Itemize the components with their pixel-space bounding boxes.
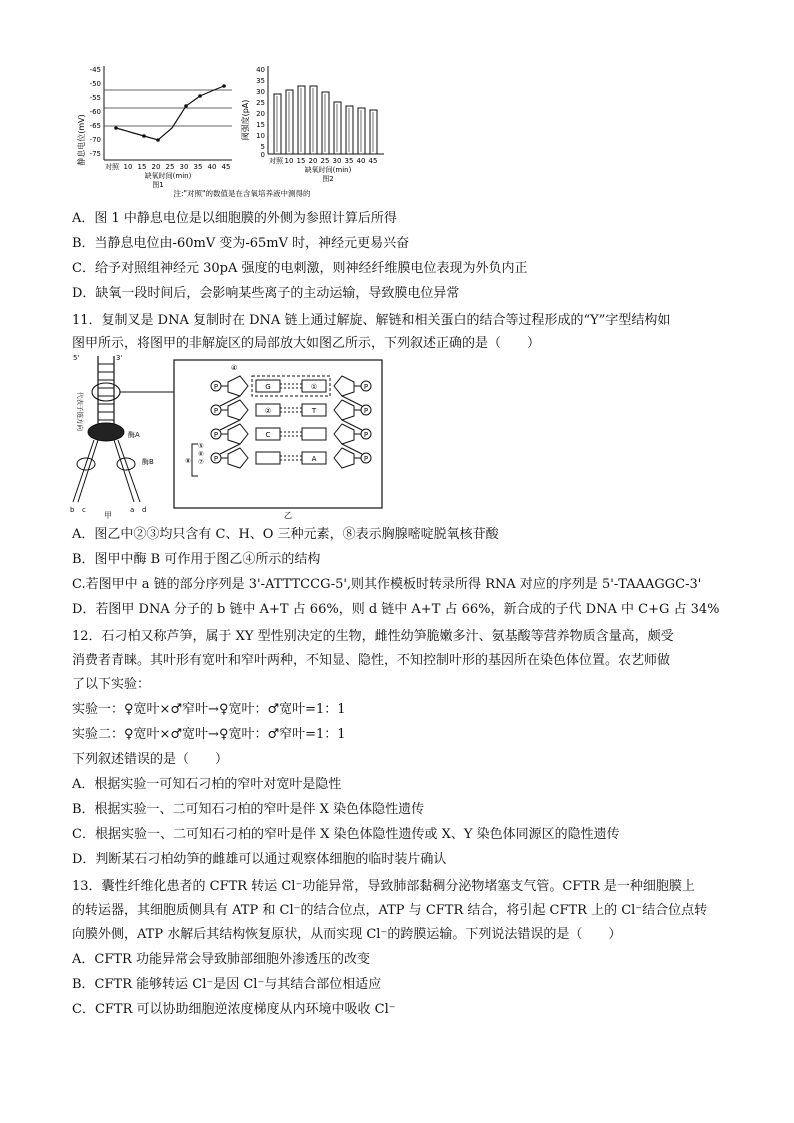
yi-base: G xyxy=(265,383,271,391)
q10-option-d: D．缺氧一段时间后，会影响某些离子的主动运输，导致膜电位异常 xyxy=(72,286,460,301)
yi-phosphate: P xyxy=(213,431,219,439)
fig1-ytick: -65 xyxy=(89,122,101,130)
fig2-bar xyxy=(298,86,305,154)
fig2-bar xyxy=(274,94,281,154)
q11-option-a: A．图乙中②③均只含有 C、H、O 三种元素，⑧表示胸腺嘧啶脱氧核苷酸 xyxy=(72,527,499,542)
yi-base: ① xyxy=(310,383,318,391)
q12-stem-line2: 消费者青睐。其叶形有宽叶和窄叶两种，不知显、隐性，不知控制叶形的基因所在染色体位置。农艺师做 xyxy=(72,653,671,668)
fig1-ylabel: 静息电位(mV) xyxy=(77,114,86,166)
q11-option-b: B．图甲中酶 B 可作用于图乙④所示的结构 xyxy=(72,552,321,567)
jia-side-label: 代表子链方向 xyxy=(76,392,84,431)
q12-experiment-1: 实验一：♀宽叶×♂窄叶→♀宽叶：♂宽叶=1：1 xyxy=(72,702,346,717)
yi-phosphate: P xyxy=(363,407,369,415)
fig2-xtick: 20 xyxy=(308,157,318,165)
fig1-point xyxy=(156,138,160,142)
fig2-ytick: 25 xyxy=(256,99,265,107)
yi-base: C xyxy=(265,431,271,439)
fig1-xtick: 45 xyxy=(221,163,231,171)
fig2-xtick: 45 xyxy=(368,157,378,165)
fig2-ytick: 0 xyxy=(260,151,265,159)
q13-stem-line2: 的转运器，其细胞质侧具有 ATP 和 Cl⁻的结合位点，ATP 与 CFTR 结合，将引起 CFTR 上的 Cl⁻结合位点转 xyxy=(72,903,708,918)
figure-jia xyxy=(70,354,174,520)
fig2-bar xyxy=(334,102,341,154)
fig1-points xyxy=(114,84,226,142)
jia-strand-label: d xyxy=(142,506,147,514)
fig1-xtick: 30 xyxy=(179,163,189,171)
yi-base: T xyxy=(311,407,317,415)
q12-stem-line1: 12．石刁柏又称芦笋，属于 XY 型性别决定的生物，雌性幼笋脆嫩多汁、氨基酸等营养物质含量高，颇受 xyxy=(72,629,674,644)
q13-option-a: A．CFTR 功能异常会导致肺部细胞外渗透压的改变 xyxy=(72,952,370,967)
fig1-series-line xyxy=(116,86,224,140)
fig2-xtick: 10 xyxy=(284,157,294,165)
fig2-ytick: 5 xyxy=(260,143,265,151)
yi-base: A xyxy=(311,455,317,463)
yi-phosphate: P xyxy=(213,383,219,391)
fig1-ytick: -70 xyxy=(89,136,101,144)
fig2-xtick: 25 xyxy=(320,157,330,165)
q13-stem-line3: 向膜外侧，ATP 水解后其结构恢复原状，从而实现 Cl⁻的跨膜运输。下列说法错误的是（ ） xyxy=(72,927,622,942)
fig2-bar xyxy=(346,106,353,154)
fig1-point xyxy=(114,126,118,130)
q13-stem-line1: 13．囊性纤维化患者的 CFTR 转运 Cl⁻功能异常，导致肺部黏稠分泌物堵塞支气管。CFTR 是一种细胞膜上 xyxy=(72,879,695,894)
fig1-ytick: -75 xyxy=(89,150,101,158)
fig2-ytick: 10 xyxy=(256,132,265,140)
q12-option-c: C．根据实验一、二可知石刁柏的窄叶是伴 X 染色体隐性遗传或 X、Y 染色体同源区的隐性遗传 xyxy=(72,827,620,842)
fig1-point xyxy=(198,94,202,98)
q13-option-b: B．CFTR 能够转运 Cl⁻是因 Cl⁻与其结合部位相适应 xyxy=(72,977,382,992)
fig2-xlabel: 缺氧时间(min) xyxy=(304,166,352,174)
q10-option-b: B．当静息电位由-60mV 变为-65mV 时，神经元更易兴奋 xyxy=(72,236,410,251)
jia-enzyme-a-label: 酶A xyxy=(128,431,140,439)
fig1-xtick: 对照 xyxy=(105,163,119,171)
jia-end-label: 5' xyxy=(73,354,80,362)
jia-enzyme-blob xyxy=(88,423,124,441)
fig1-xtick: 20 xyxy=(151,163,161,171)
fig2-xtick: 15 xyxy=(296,157,306,165)
fig2-bar xyxy=(322,92,329,154)
yi-marker: ⑦ xyxy=(198,458,204,466)
jia-strand-label: c xyxy=(82,506,86,514)
yi-phosphate: P xyxy=(363,431,369,439)
fig2-ytick: 15 xyxy=(256,121,265,129)
fig2-ytick: 35 xyxy=(256,77,265,85)
figure-2 xyxy=(240,66,384,183)
jia-caption: 甲 xyxy=(104,511,112,520)
yi-marker: ⑥ xyxy=(198,450,204,458)
fig2-ytick: 40 xyxy=(256,66,265,74)
q12-question: 下列叙述错误的是（ ） xyxy=(72,752,229,767)
fig2-xtick: 对照 xyxy=(269,157,283,165)
figure-1-2 xyxy=(72,60,392,200)
figure-jia-yi xyxy=(68,352,386,520)
fig1-ytick: -55 xyxy=(89,94,101,102)
figure-yi xyxy=(174,360,382,520)
jia-end-label: 3' xyxy=(116,354,123,362)
q12-option-b: B．根据实验一、二可知石刁柏的窄叶是伴 X 染色体隐性遗传 xyxy=(72,802,425,817)
fig2-xtick: 35 xyxy=(344,157,354,165)
fig1-caption: 图1 xyxy=(152,181,164,189)
q12-option-a: A．根据实验一可知石刁柏的窄叶对宽叶是隐性 xyxy=(72,777,342,792)
fig1-point xyxy=(184,104,188,108)
yi-marker: ⑤ xyxy=(198,442,204,450)
q11-option-c: C.若图甲中 a 链的部分序列是 3'-ATTTCCG-5',则其作模板时转录所得 RNA 对应的序列是 5'-TAAAGGC-3' xyxy=(72,577,702,592)
figure-1 xyxy=(76,66,232,189)
fig1-xtick: 10 xyxy=(123,163,133,171)
fig1-xtick: 40 xyxy=(207,163,217,171)
q10-option-c: C．给予对照组神经元 30pA 强度的电刺激，则神经纤维膜电位表现为外负内正 xyxy=(72,261,528,276)
figure-jia-yi-svg xyxy=(68,352,386,520)
yi-base: ② xyxy=(264,407,272,415)
fig2-ytick: 20 xyxy=(256,110,265,118)
fig1-ytick: -50 xyxy=(89,80,101,88)
yi-phosphate: P xyxy=(213,407,219,415)
yi-phosphate: P xyxy=(363,383,369,391)
q11-stem-line2: 图甲所示，将图甲的非解旋区的局部放大如图乙所示，下列叙述正确的是（ ） xyxy=(72,336,541,351)
fig1-xtick: 15 xyxy=(137,163,147,171)
yi-caption: 乙 xyxy=(284,511,292,520)
fig1-xtick: 25 xyxy=(165,163,175,171)
q12-stem-line3: 了以下实验： xyxy=(72,677,151,692)
figure-1-2-svg xyxy=(72,60,392,200)
fig2-bar xyxy=(370,110,377,154)
q10-option-a: A．图 1 中静息电位是以细胞膜的外侧为参照计算后所得 xyxy=(72,211,397,226)
fig2-bar xyxy=(310,86,317,154)
jia-strand-label: b xyxy=(70,506,75,514)
yi-phosphate: P xyxy=(213,455,219,463)
q12-option-d: D．判断某石刁柏幼笋的雌雄可以通过观察体细胞的临时装片确认 xyxy=(72,852,447,867)
fig2-xtick: 40 xyxy=(356,157,366,165)
fig2-bar xyxy=(286,90,293,154)
fig2-ytick: 30 xyxy=(256,88,265,96)
yi-phosphate: P xyxy=(363,455,369,463)
fig1-point xyxy=(222,84,226,88)
yi-marker: ⑧ xyxy=(185,457,191,465)
jia-zoom-circle xyxy=(92,383,120,401)
figure-note: 注:"对照"的数值是在含氧培养液中测得的 xyxy=(173,189,311,198)
fig2-bar xyxy=(358,108,365,154)
q13-option-c: C．CFTR 可以协助细胞逆浓度梯度从内环境中吸收 Cl⁻ xyxy=(72,1002,396,1017)
fig1-xlabel: 缺氧时间(min) xyxy=(144,172,192,180)
fig1-ytick: -60 xyxy=(89,108,101,116)
fig1-ytick: -45 xyxy=(89,66,101,74)
yi-marker: ④ xyxy=(231,364,238,372)
jia-enzyme-b-label: 酶B xyxy=(142,458,154,466)
q11-option-d: D．若图甲 DNA 分子的 b 链中 A+T 占 66%，则 d 链中 A+T 占 66%，新合成的子代 DNA 中 C+G 占 34% xyxy=(72,602,720,617)
q11-stem-line1: 11．复制叉是 DNA 复制时在 DNA 链上通过解旋、解链和相关蛋白的结合等过程形成的“Y”字型结构如 xyxy=(72,313,671,328)
fig2-caption: 图2 xyxy=(322,175,334,183)
fig2-xtick: 30 xyxy=(332,157,342,165)
q12-experiment-2: 实验二：♀宽叶×♂宽叶→♀宽叶：♂窄叶=1：1 xyxy=(72,727,346,742)
fig1-xtick: 35 xyxy=(193,163,203,171)
jia-strand-label: a xyxy=(130,506,135,514)
fig1-point xyxy=(142,134,146,138)
fig2-ylabel: 阈强度(pA) xyxy=(241,99,250,141)
